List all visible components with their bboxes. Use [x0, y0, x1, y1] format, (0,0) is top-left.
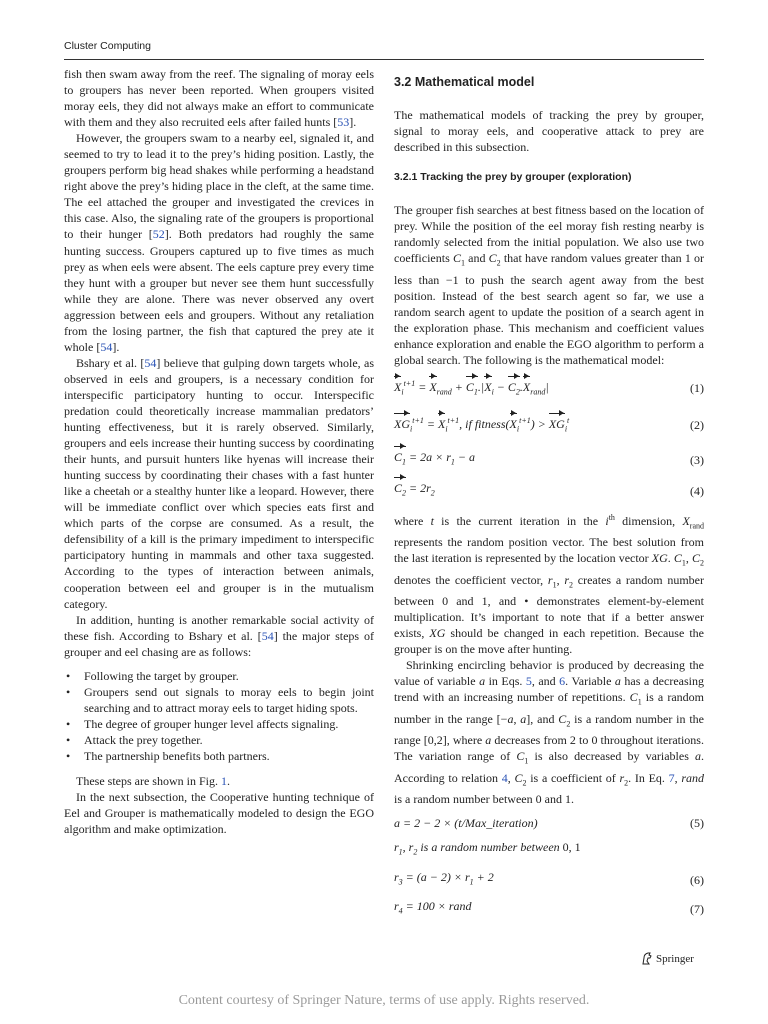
list-item: • Following the target by grouper. — [64, 668, 374, 684]
paragraph: In the next subsection, the Cooperative hunting technique of Eel and Grouper is mathematically modeled to design the EGO algorithm and make optimization. — [64, 790, 374, 837]
equation-1: $X_i^{t+1} = X_{rand} + C_1.|X_i - C_2.X_{rand}|$ (1) — [394, 376, 704, 400]
subsection-heading: 3.2.1 Tracking the prey by grouper (exploration) — [394, 171, 632, 184]
equation-7: $r_4 = 100$ × rand (7) — [394, 899, 704, 916]
list-item: • The degree of grouper hunger level affects signaling. — [64, 716, 374, 732]
paragraph: fish then swam away from the reef. The signaling of moray eels to groupers has never been reported. When groupers visited moray eels, they did not always make an effort to communicate with them and they also recruited eels after failed hunts [53]. — [64, 67, 374, 130]
steps-list — [64, 668, 374, 764]
paragraph: where t is the current iteration in the $i^{th}$ dimension, $X_{rand}$ represents the random position vector. The best solution from the last iteration is represented by the location vector XG. $C_1$, $C_2$ denotes the coefficient vector, $r_1$, $r_2$ creates a random number between 0 and 1, and • demonstrates element-by-element multiplication. It’s important to note that if a better answer exists, XG should be changed in each repetition. Because the grouper is on the move after hunting. — [394, 512, 705, 657]
running-header: Cluster Computing — [64, 40, 151, 52]
equation-link[interactable]: 7 — [668, 770, 675, 785]
equation-number: (5) — [690, 816, 704, 831]
equation-number: (3) — [690, 452, 704, 467]
equation-number: (7) — [690, 901, 704, 916]
paragraph: Bshary et al. [54] believe that gulping down targets whole, as observed in eels and groupers, is a necessary condition for interspecific participatory hunting to occur. Interspecific predation could theoretically increase mammalian predators’ hunting effectiveness, but it is rarely observed. Similarly, groupers and eels increase their hunting success by coordinating their hunts, and pursuit hunters like hyenas will increase their hunting success by coordinating their chases with a fast hunter like a cheetah or a stealthy hunter like a leopard. However, there will be immediate conflict over which species eats first and which parts of the corpse are consumed. As a result, the defensibility of a kill is the primary impediment to interspecific participatory hunting in mammals and other taxa suggested. According to the types of interaction between animals, cooperation between eel and grouper is in the mutualism category. — [64, 355, 375, 611]
citation-link[interactable]: 54 — [144, 355, 157, 370]
equation-2: $XG_i^{t+1} = X_i^{t+1}$, if $fitness(X_i^{t+1}) > XG_i^t$ (2) — [394, 415, 704, 433]
equation-link[interactable]: 5 — [525, 674, 532, 689]
section-heading: 3.2 Mathematical model — [394, 75, 535, 89]
paragraph: The grouper fish searches at best fitness based on the location of prey. While the position of the eel moray fish resting nearby is randomly selected from the initial population. We also use two coefficients $C_1$ and $C_2$ that have random values greater than 1 or less than −1 to push the search agent away from the best position. Instead of the best search agent so far, we use a random search agent to update the position of a search agent in the exploration phase. This mechanism and coefficient values enhance exploration and enable the EGO algorithm to perform a global search. The following is the mathematical model: — [394, 203, 704, 368]
equation-5: a = 2 − 2 × (t/Max_iteration) (5) — [394, 816, 704, 831]
citation-link[interactable]: 52 — [152, 227, 165, 242]
list-item: • Groupers send out signals to moray eels to begin joint searching and to attract moray eels to target hiding spots. — [64, 684, 374, 716]
equation-3: $C_1 = 2a \times r_1 - a$ (3) — [394, 449, 704, 470]
equation-6: $r_3 = (a - 2) \times r_1 + 2$ (6) — [394, 869, 704, 887]
paragraph: The mathematical models of tracking the prey by grouper, signal to moray eels, and cooperative attack to prey are described in this subsection. — [394, 108, 704, 155]
header-rule — [64, 59, 704, 60]
list-item: • The partnership benefits both partners. — [64, 748, 374, 764]
paragraph: These steps are shown in Fig. 1. — [76, 774, 230, 789]
left-column — [64, 66, 374, 837]
publisher-logo — [641, 952, 694, 965]
right-column — [394, 66, 704, 920]
paragraph: In addition, hunting is another remarkable social activity of these fish. According to Bshary et al. [54] the major steps of grouper and eel chasing are as follows: — [64, 612, 374, 659]
copyright-notice: Content courtesy of Springer Nature, terms of use apply. Rights reserved. — [178, 993, 590, 1008]
equation-link[interactable]: 4 — [501, 770, 508, 785]
equation-number: (2) — [690, 417, 704, 432]
citation-link[interactable]: 53 — [337, 115, 350, 130]
equation-number: (6) — [690, 872, 704, 887]
equation-4: $C_2 = 2r_2$ (4) — [394, 480, 704, 501]
equation-link[interactable]: 6 — [559, 674, 566, 689]
random-number-note: $r_1$, $r_2$ is a random number between 0, 1 — [394, 840, 581, 857]
publisher-name: Springer — [656, 952, 694, 965]
equation-number: (1) — [690, 381, 704, 396]
citation-link[interactable]: 54 — [261, 628, 274, 643]
springer-horse-icon — [641, 952, 653, 965]
paragraph: Shrinking encircling behavior is produced by decreasing the value of variable a in Eqs. 5, and 6. Variable a has a decreasing trend with an increasing number of repetitions. $C_1$ is a random number in the range [−a, a], and $C_2$ is a random number in the range [0,2], where a decreases from 2 to 0 throughout iterations. The variation range of $C_1$ is also decreased by variables a. According to relation 4, $C_2$ is a coefficient of $r_2$. In Eq. 7, rand is a random number between 0 and 1. — [394, 658, 705, 807]
paragraph: However, the groupers swam to a nearby eel, signaled it, and seemed to try to lead it to the prey’s hiding position. Lastly, the groupers perform big head shakes while performing a headstand right above the prey’s hiding place in the cleft, at the same time. The eel attached the grouper and investigated the crevices in this case. Also, the signaling rate of the groupers is proportional to their hunger [52]. Both predators had roughly the same hunting success. Groupers captured up to five times as much prey as when eels were absent. The eels capture prey every time they hunt with a grouper but never see them hunt successfully while they are alone. There was never observed any overt aggression between eels and groupers. Without any retaliation from the losing partner, the fish that captured the prey ate it whole [54]. — [64, 131, 374, 354]
equation-number: (4) — [690, 484, 704, 499]
citation-link[interactable]: 54 — [100, 339, 113, 354]
figure-link[interactable]: 1 — [220, 774, 227, 789]
list-item: • Attack the prey together. — [64, 732, 374, 748]
